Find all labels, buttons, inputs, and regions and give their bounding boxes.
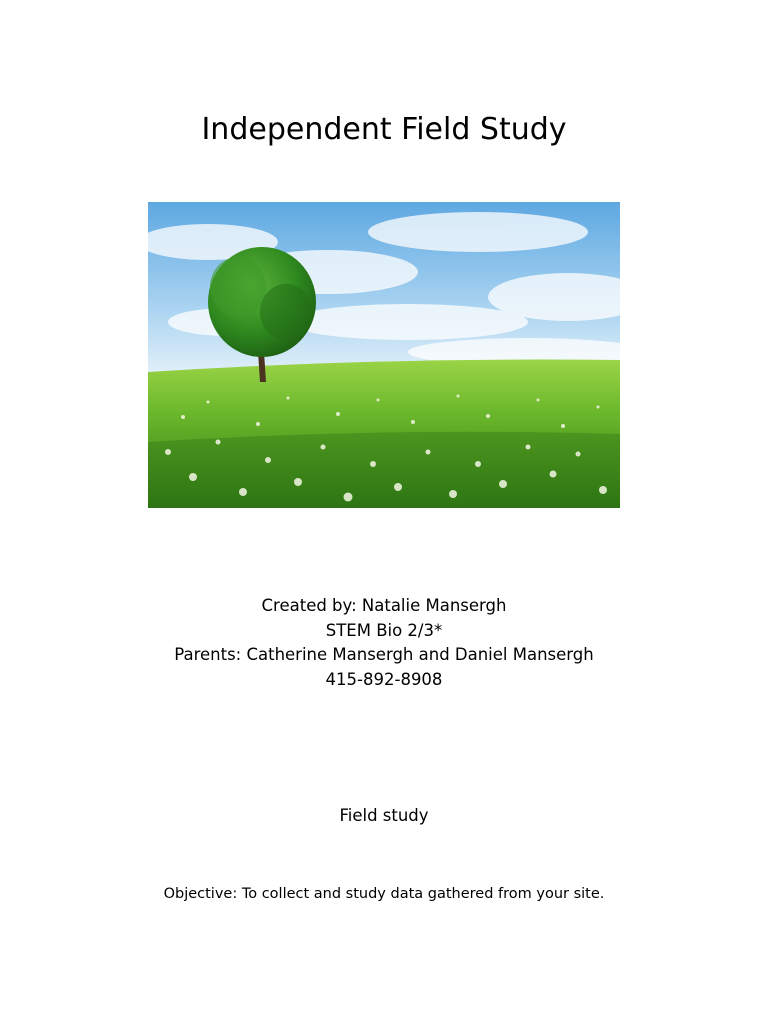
cover-image [148, 202, 620, 508]
objective-text: Objective: To collect and study data gathered from your site. [163, 886, 605, 902]
document-title: Independent Field Study [201, 112, 567, 147]
section-heading: Field study [339, 806, 429, 825]
parents-line: Parents: Catherine Mansergh and Daniel Mansergh [174, 645, 594, 664]
class-line: STEM Bio 2/3* [325, 620, 443, 640]
phone-line: 415-892-8908 [325, 669, 443, 689]
created-by-line: Created by: Natalie Mansergh [261, 596, 507, 615]
author-info [0, 594, 768, 692]
